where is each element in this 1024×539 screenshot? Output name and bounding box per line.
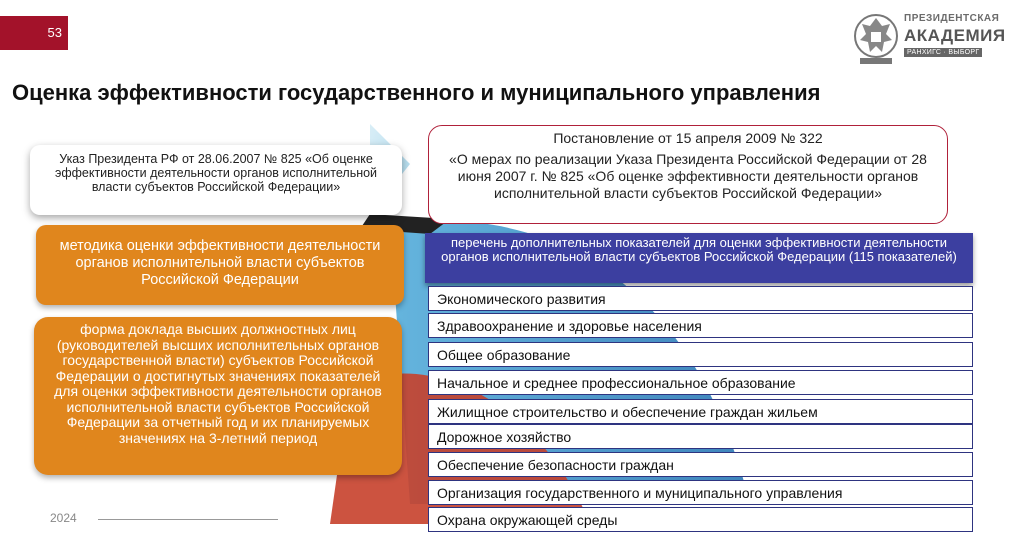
list-item: Дорожное хозяйство [428,424,973,449]
list-item: Организация государственного и муниципального управления [428,480,973,505]
page-title: Оценка эффективности государственного и муниципального управления [12,80,821,105]
year-label: 2024 [50,511,77,525]
postanovlenie-text: «О мерах по реализации Указа Президента Российской Федерации от 28 июня 2007 г. № 825 «Об оценке эффективности деятельности органов исполнительной власти субъектов Российской Федерации» [449,151,927,201]
logo-line3: РАНХИГС · ВЫБОРГ [904,48,982,57]
list-item: Общее образование [428,342,973,367]
list-item: Экономического развития [428,286,973,311]
forma-doklada-box [34,317,402,475]
perechen-header [425,233,973,283]
metodika-box [36,225,404,305]
list-item: Охрана окружающей среды [428,507,973,532]
metodika-text: методика оценки эффективности деятельности органов исполнительной власти субъектов Российской Федерации [59,238,381,288]
page-number-badge: 53 [0,16,68,50]
list-item: Начальное и среднее профессиональное образование [428,370,973,395]
perechen-text: перечень дополнительных показателей для оценки эффективности деятельности органов исполнительной власти субъектов Российской Федерации (115 показателей) [441,235,957,264]
ukaz-box [30,145,402,215]
emblem-icon [852,6,900,68]
logo-line1: ПРЕЗИДЕНТСКАЯ [904,13,1000,24]
footer-divider [98,519,278,520]
academy-logo [852,6,1012,70]
postanovlenie-heading: Постановление от 15 апреля 2009 № 322 [553,130,823,146]
list-item: Жилищное строительство и обеспечение граждан жильем [428,399,973,424]
postanovlenie-box [428,125,948,224]
list-item: Обеспечение безопасности граждан [428,452,973,477]
forma-text: форма доклада высших должностных лиц (руководителей высших исполнительных органов государственной власти) субъектов Российской Федерации о достигнутых значениях показателей для оценки эффективности деятельности органов исполнительной власти субъектов Российской Федерации за отчетный год и их планируемых значениях на 3-летний период [54,321,382,446]
list-item: Здравоохранение и здоровье населения [428,313,973,338]
logo-line2: АКАДЕМИЯ [904,26,1006,45]
ukaz-text: Указ Президента РФ от 28.06.2007 № 825 «Об оценке эффективности деятельности органов исполнительной власти субъектов Российской Федерации» [54,152,378,194]
